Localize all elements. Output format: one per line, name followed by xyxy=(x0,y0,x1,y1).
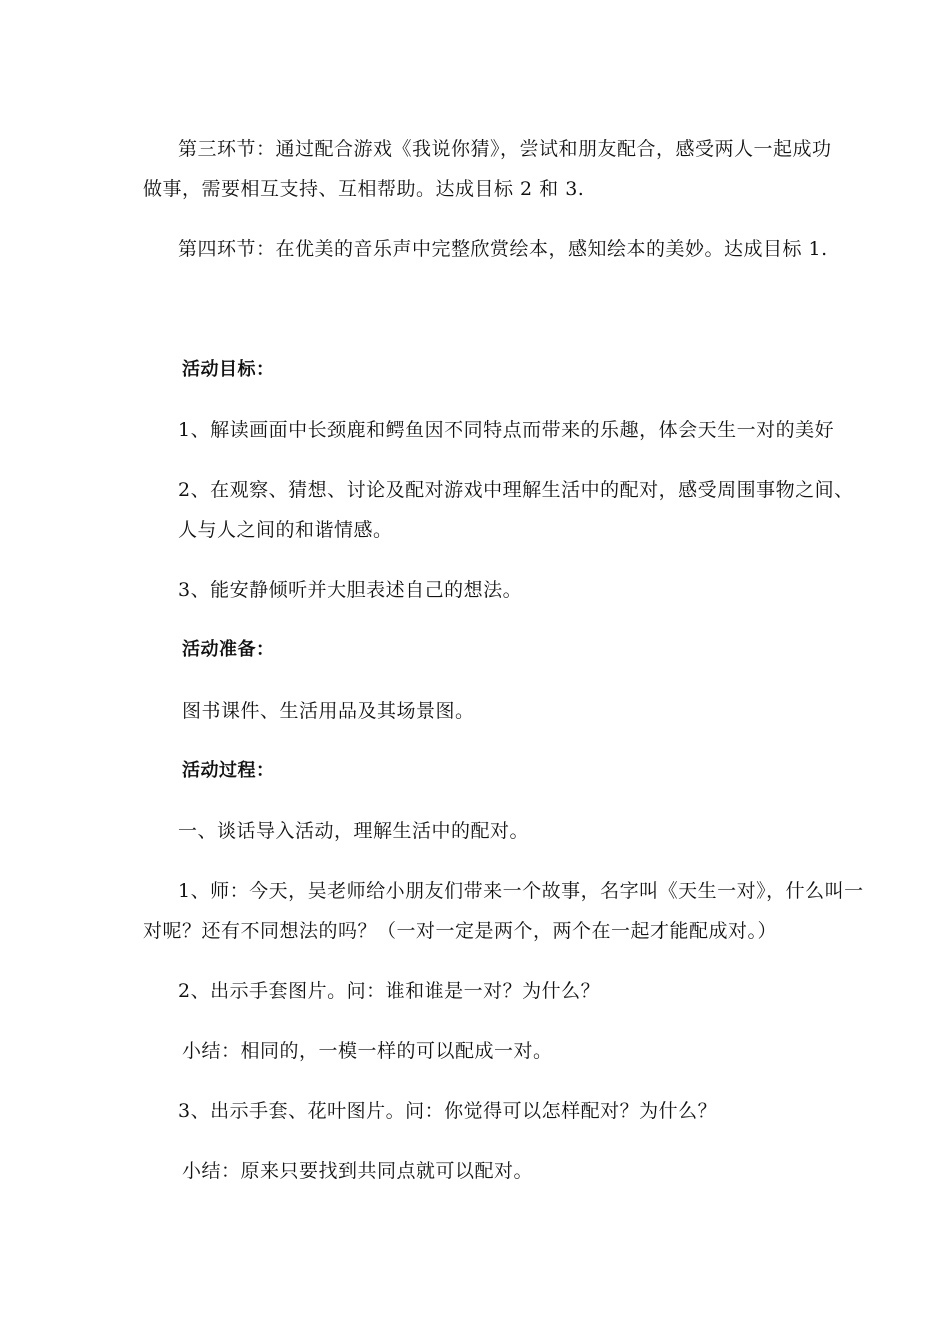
process-step-2: 2、出示手套图片。问：谁和谁是一对？为什么？ xyxy=(178,980,601,1002)
goals-heading: 活动目标： xyxy=(182,359,275,380)
process-step-1-line1: 1、师：今天，吴老师给小朋友们带来一个故事，名字叫《天生一对》，什么叫一 xyxy=(178,880,864,902)
paragraph-stage3-line2: 做事，需要相互支持、互相帮助。达成目标 2 和 3. xyxy=(143,178,585,200)
process-summary-1: 小结：相同的，一模一样的可以配成一对。 xyxy=(182,1040,553,1062)
goal-item-3: 3、能安静倾听并大胆表述自己的想法。 xyxy=(178,579,523,601)
paragraph-stage4: 第四环节：在优美的音乐声中完整欣赏绘本，感知绘本的美妙。达成目标 1. xyxy=(178,238,828,260)
prep-text: 图书课件、生活用品及其场景图。 xyxy=(182,700,475,722)
process-section-1: 一、谈话导入活动，理解生活中的配对。 xyxy=(178,820,530,842)
process-step-3: 3、出示手套、花叶图片。问：你觉得可以怎样配对？为什么？ xyxy=(178,1100,718,1122)
goal-item-2-line2: 人与人之间的和谐情感。 xyxy=(178,519,393,541)
paragraph-stage3-line1: 第三环节：通过配合游戏《我说你猜》，尝试和朋友配合，感受两人一起成功 xyxy=(178,138,832,160)
process-summary-2: 小结：原来只要找到共同点就可以配对。 xyxy=(182,1160,534,1182)
goal-item-2-line1: 2、在观察、猜想、讨论及配对游戏中理解生活中的配对，感受周围事物之间、 xyxy=(178,479,854,501)
process-heading: 活动过程： xyxy=(182,760,275,781)
goal-item-1: 1、解读画面中长颈鹿和鳄鱼因不同特点而带来的乐趣，体会天生一对的美好 xyxy=(178,419,835,441)
process-step-1-line2: 对呢？还有不同想法的吗？（一对一定是两个，两个在一起才能配成对。） xyxy=(143,920,778,942)
prep-heading: 活动准备： xyxy=(182,639,275,660)
